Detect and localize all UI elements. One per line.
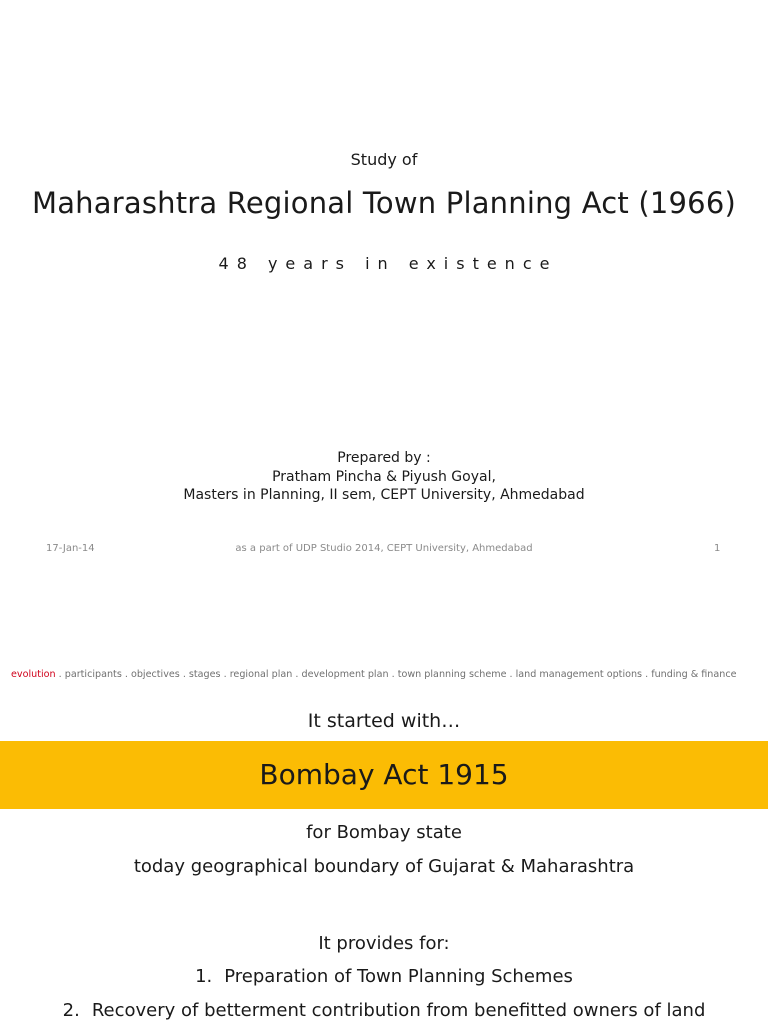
- provides-heading: It provides for:: [318, 933, 450, 954]
- footer-note: as a part of UDP Studio 2014, CEPT University, Ahmedabad: [235, 543, 533, 554]
- affiliation: Masters in Planning, II sem, CEPT University, Ahmedabad: [183, 487, 585, 503]
- page-number: 1: [714, 543, 721, 554]
- slide-evolution: [0, 600, 768, 1024]
- list-item: [0, 966, 768, 987]
- slide-subtitle: 48 years in existence: [218, 254, 558, 273]
- boundary-line: today geographical boundary of Gujarat & Maharashtra: [133, 856, 635, 877]
- prepared-by-block: [0, 449, 768, 505]
- list-text: Recovery of betterment contribution from benefitted owners of land: [91, 1000, 706, 1021]
- nav-item-active: evolution: [11, 669, 56, 680]
- section-nav: [11, 669, 737, 680]
- intro-text: It started with…: [307, 710, 461, 732]
- authors: Pratham Pincha & Piyush Goyal,: [272, 468, 496, 485]
- pre-title: Study of: [350, 150, 418, 169]
- list-number: 2.: [62, 1000, 80, 1021]
- list-item: [0, 1000, 768, 1021]
- slide-main-title: Maharashtra Regional Town Planning Act (1966): [31, 186, 736, 220]
- footer-date: 17-Jan-14: [46, 543, 95, 554]
- banner-title: Bombay Act 1915: [259, 758, 509, 791]
- nav-items: . participants . objectives . stages . regional plan . development plan . town planning scheme . land management options . funding & finance: [55, 669, 737, 680]
- list-text: Preparation of Town Planning Schemes: [224, 966, 573, 987]
- list-number: 1.: [195, 966, 213, 987]
- prepared-label: Prepared by :: [337, 450, 431, 466]
- scope-line: for Bombay state: [306, 822, 462, 843]
